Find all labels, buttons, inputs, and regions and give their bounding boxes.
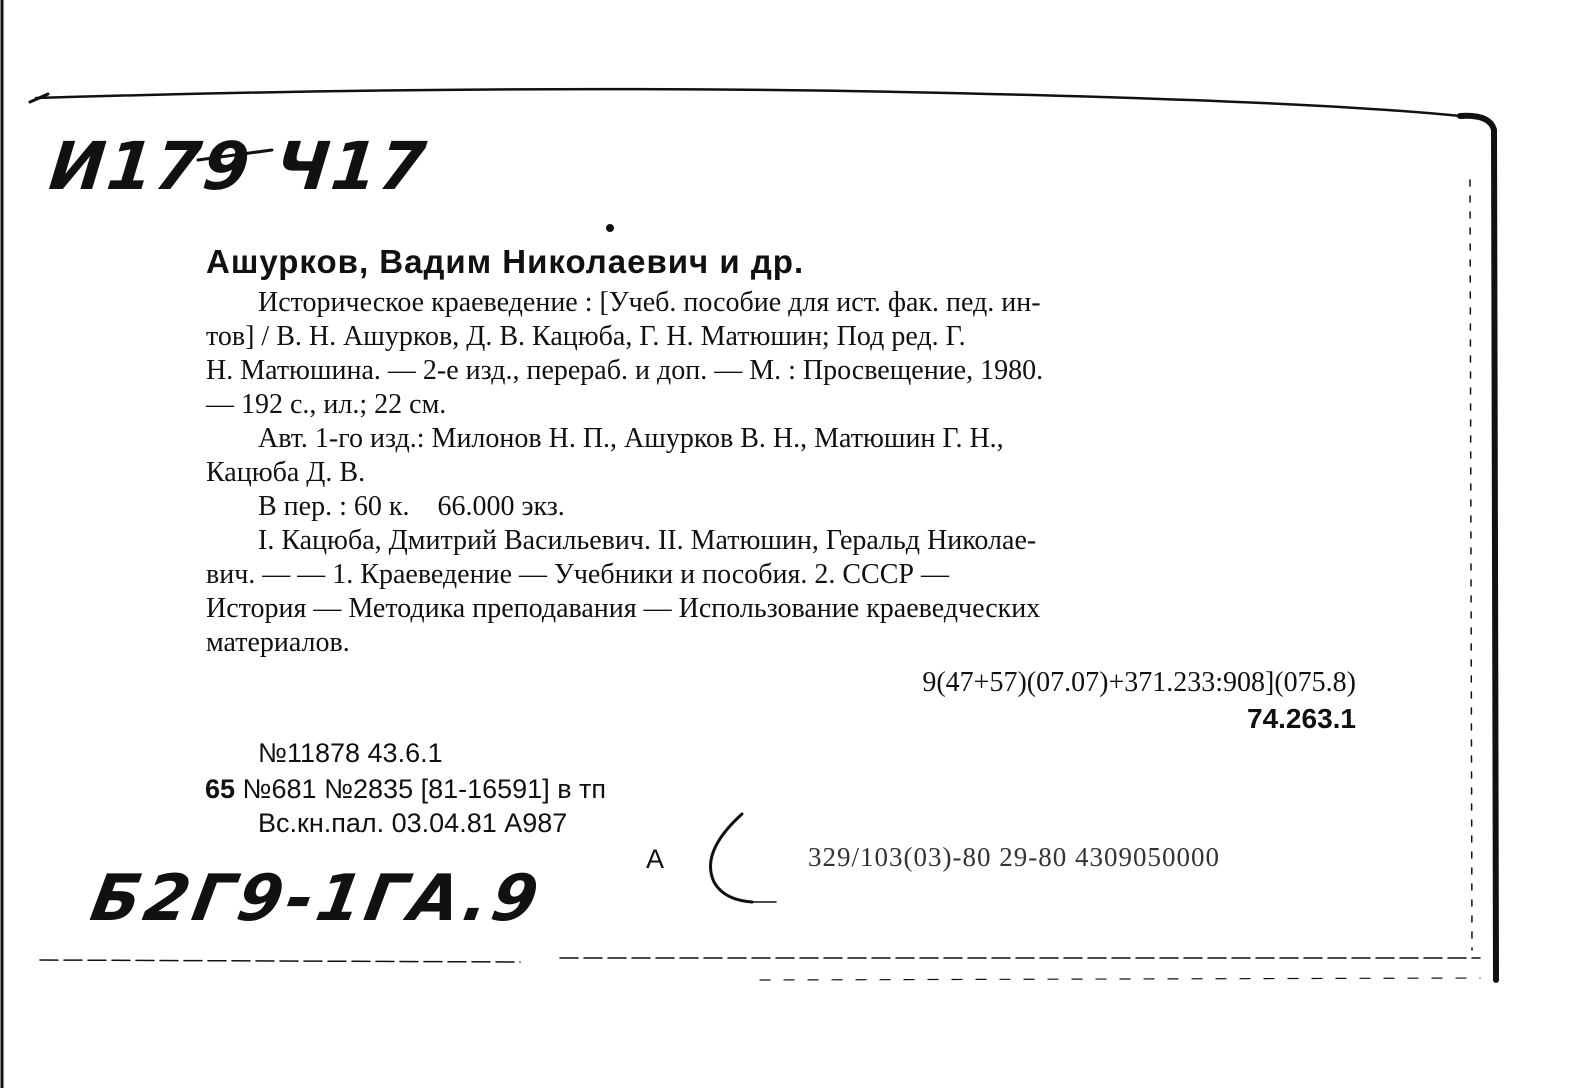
title-line: — 192 с., ил.; 22 см. bbox=[206, 389, 447, 420]
tracings bbox=[206, 524, 1356, 660]
card-right-edge bbox=[1460, 116, 1496, 980]
inventory-mark: Б2Г9-1ГА.9 bbox=[85, 862, 548, 936]
book-chamber-line: Вс.кн.пал. 03.04.81 А987 bbox=[258, 808, 568, 838]
print-line bbox=[205, 772, 606, 806]
card-body bbox=[206, 238, 1356, 660]
first-edition-line: Кацюба Д. В. bbox=[206, 457, 366, 488]
print-line-lead: 65 bbox=[205, 774, 236, 804]
first-edition-note bbox=[206, 422, 1356, 490]
card-right-edge-inner bbox=[1470, 180, 1472, 950]
title-line: тов] / В. Н. Ашурков, Д. В. Кацюба, Г. Н. Матюшин; Под ред. Г. bbox=[206, 321, 966, 352]
card-bottom-edge bbox=[40, 958, 1480, 962]
card-number: №11878 43.6.1 bbox=[258, 738, 443, 768]
tracing-line: I. Кацюба, Дмитрий Васильевич. II. Матюшин, Геральд Николае- bbox=[258, 525, 1037, 556]
shelf-mark: И179 Ч17 bbox=[45, 128, 432, 205]
tracing-line: История — Методика преподавания — Использование краеведческих bbox=[206, 593, 1041, 624]
letter-a: А bbox=[646, 844, 665, 874]
price-note bbox=[206, 490, 1356, 524]
print-line-rest: №681 №2835 [81-16591] в тп bbox=[235, 774, 607, 804]
udc-index: 9(47+57)(07.07)+371.233:908](075.8) bbox=[922, 667, 1356, 698]
title-line: Историческое краеведение : [Учеб. пособие для ист. фак. пед. ин- bbox=[258, 287, 1041, 318]
tracing-line: вич. — — 1. Краеведение — Учебники и пособия. 2. СССР — bbox=[206, 559, 949, 590]
card-bottom-edge-lower bbox=[760, 978, 1480, 980]
price-line: В пер. : 60 к. 66.000 экз. bbox=[258, 491, 565, 522]
card-top-edge bbox=[36, 89, 1460, 116]
tracing-line: материалов. bbox=[206, 627, 350, 658]
title-line: Н. Матюшина. — 2-е изд., перераб. и доп. — М. : Просвещение, 1980. bbox=[206, 355, 1044, 386]
ink-dot bbox=[606, 224, 614, 232]
bracket-stroke bbox=[711, 814, 753, 902]
title-paragraph bbox=[206, 286, 1356, 422]
first-edition-line: Авт. 1-го изд.: Милонов Н. П., Ашурков В. Н., Матюшин Г. Н., bbox=[258, 423, 1004, 454]
order-code: 329/103(03)-80 29-80 4309050000 bbox=[808, 842, 1220, 872]
author-heading: Ашурков, Вадим Николаевич и др. bbox=[206, 243, 805, 280]
bbk-index: 74.263.1 bbox=[1247, 703, 1356, 734]
